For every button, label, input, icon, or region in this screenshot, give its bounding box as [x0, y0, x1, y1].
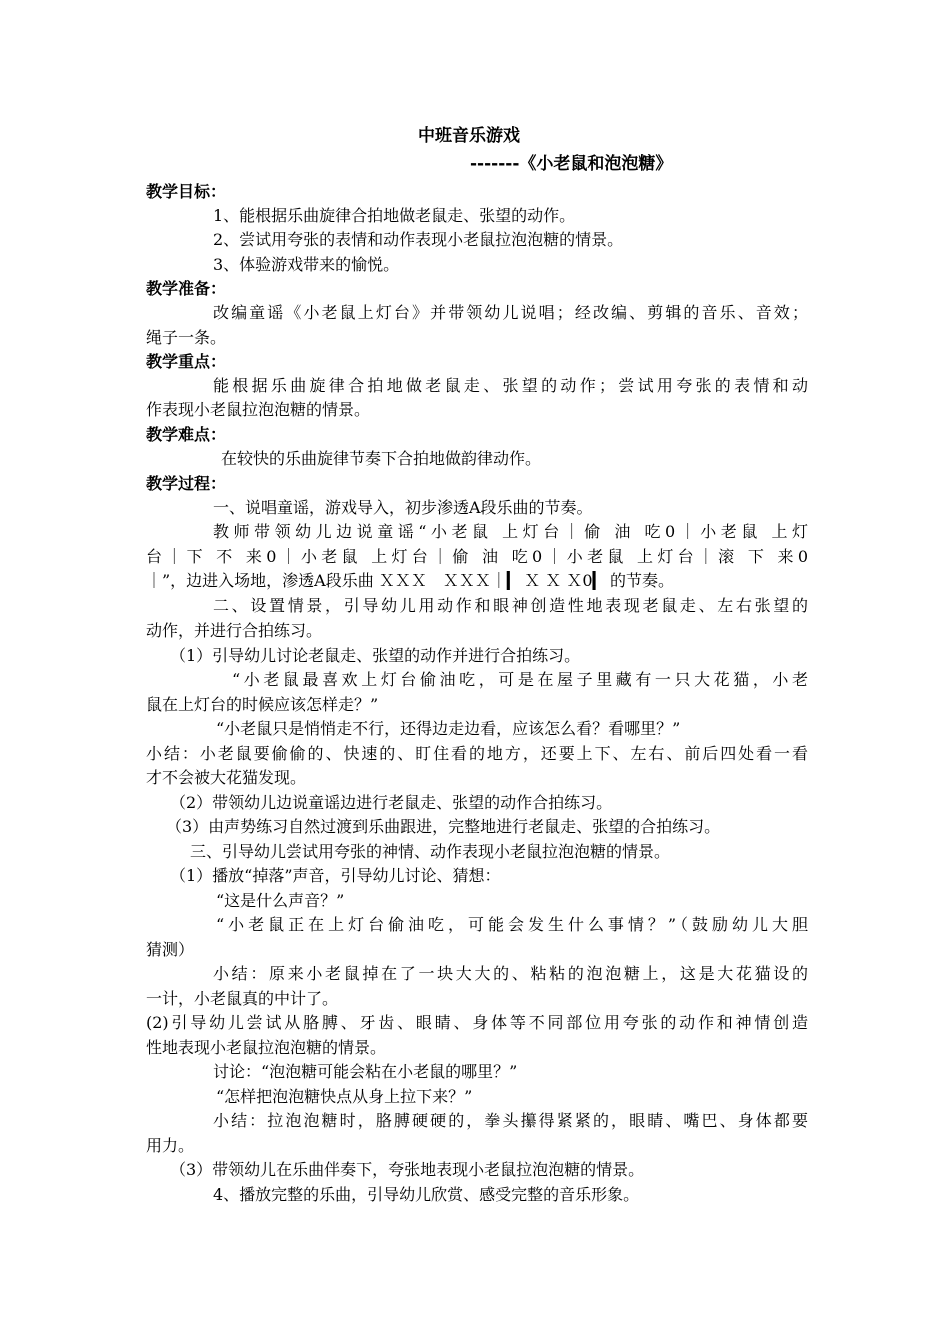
process-line: 小结：拉泡泡糖时，胳膊硬硬的，拳头攥得紧紧的，眼睛、嘴巴、身体都要	[213, 1111, 808, 1130]
process-line: 二、设置情景，引导幼儿用动作和眼神创造性地表现老鼠走、左右张望的	[213, 596, 808, 615]
process-line: (2)引导幼儿尝试从胳膊、牙齿、眼睛、身体等不同部位用夸张的动作和神情创造	[146, 1013, 808, 1032]
section-heading-process: 教学过程：	[146, 474, 227, 493]
process-line: 动作，并进行合拍练习。	[146, 621, 323, 640]
process-line: 猜测）	[146, 940, 195, 959]
section-heading-prep: 教学准备：	[146, 279, 227, 298]
process-line: 小结：小老鼠要偷偷的、快速的、盯住看的地方，还要上下、左右、前后四处看一看	[146, 744, 808, 763]
process-line: 鼠在上灯台的时候应该怎样走？”	[146, 695, 379, 714]
section-heading-key: 教学重点：	[146, 352, 227, 371]
process-line: ｜”，边进入场地，渗透A段乐曲 ＸＸＸ ＸＸＸ｜▎ Ｘ Ｘ Ｘ0▎ 的节奏。	[146, 571, 674, 590]
process-line: 一、说唱童谣，游戏导入，初步渗透A段乐曲的节奏。	[213, 498, 593, 517]
doc-subtitle: -------《小老鼠和泡泡糖》	[470, 154, 673, 174]
difficulty-line: 在较快的乐曲旋律节奏下合拍地做韵律动作。	[221, 449, 542, 468]
process-line: 小结：原来小老鼠掉在了一块大大的、粘粘的泡泡糖上，这是大花猫设的	[213, 964, 808, 983]
process-line: 台｜下 不 来0｜小老鼠 上灯台｜偷 油 吃0｜小老鼠 上灯台｜滚 下 来0	[146, 547, 808, 566]
process-line: “怎样把泡泡糖快点从身上拉下来？”	[216, 1087, 473, 1106]
process-line: （2）带领幼儿边说童谣边进行老鼠走、张望的动作合拍练习。	[170, 793, 613, 812]
section-heading-difficulty: 教学难点：	[146, 425, 227, 444]
doc-title: 中班音乐游戏	[418, 126, 520, 146]
process-line: “小老鼠正在上灯台偷油吃，可能会发生什么事情？”（鼓励幼儿大胆	[216, 915, 808, 934]
process-line: 教师带领幼儿边说童谣“小老鼠 上灯台｜偷 油 吃0｜小老鼠 上灯	[213, 522, 808, 541]
process-line: “这是什么声音？”	[216, 891, 345, 910]
goal-item: 1、能根据乐曲旋律合拍地做老鼠走、张望的动作。	[213, 206, 576, 225]
goal-item: 2、尝试用夸张的表情和动作表现小老鼠拉泡泡糖的情景。	[213, 230, 624, 249]
process-line: 用力。	[146, 1136, 195, 1155]
section-heading-goals: 教学目标：	[146, 182, 227, 201]
process-line: 三、引导幼儿尝试用夸张的神情、动作表现小老鼠拉泡泡糖的情景。	[190, 842, 671, 861]
process-line: “小老鼠最喜欢上灯台偷油吃，可是在屋子里藏有一只大花猫，小老	[232, 670, 808, 689]
prep-line: 改编童谣《小老鼠上灯台》并带领幼儿说唱；经改编、剪辑的音乐、音效；	[213, 303, 808, 322]
process-line: 才不会被大花猫发现。	[146, 768, 307, 787]
goal-item: 3、体验游戏带来的愉悦。	[213, 255, 400, 274]
process-line: “小老鼠只是悄悄走不行，还得边走边看，应该怎么看？看哪里？”	[216, 719, 681, 738]
process-line: （1）引导幼儿讨论老鼠走、张望的动作并进行合拍练习。	[170, 646, 581, 665]
key-line: 作表现小老鼠拉泡泡糖的情景。	[146, 400, 371, 419]
process-line: 4、播放完整的乐曲，引导幼儿欣赏、感受完整的音乐形象。	[213, 1185, 640, 1204]
process-line: 一计，小老鼠真的中计了。	[146, 989, 339, 1008]
key-line: 能根据乐曲旋律合拍地做老鼠走、张望的动作；尝试用夸张的表情和动	[213, 376, 808, 395]
process-line: （3）带领幼儿在乐曲伴奏下，夸张地表现小老鼠拉泡泡糖的情景。	[170, 1160, 645, 1179]
process-line: （3）由声势练习自然过渡到乐曲跟进，完整地进行老鼠走、张望的合拍练习。	[166, 817, 721, 836]
process-line: （1）播放“掉落”声音，引导幼儿讨论、猜想：	[170, 866, 501, 885]
prep-line: 绳子一条。	[146, 328, 227, 347]
process-line: 性地表现小老鼠拉泡泡糖的情景。	[146, 1038, 387, 1057]
process-line: 讨论：“泡泡糖可能会粘在小老鼠的哪里？”	[213, 1062, 518, 1081]
